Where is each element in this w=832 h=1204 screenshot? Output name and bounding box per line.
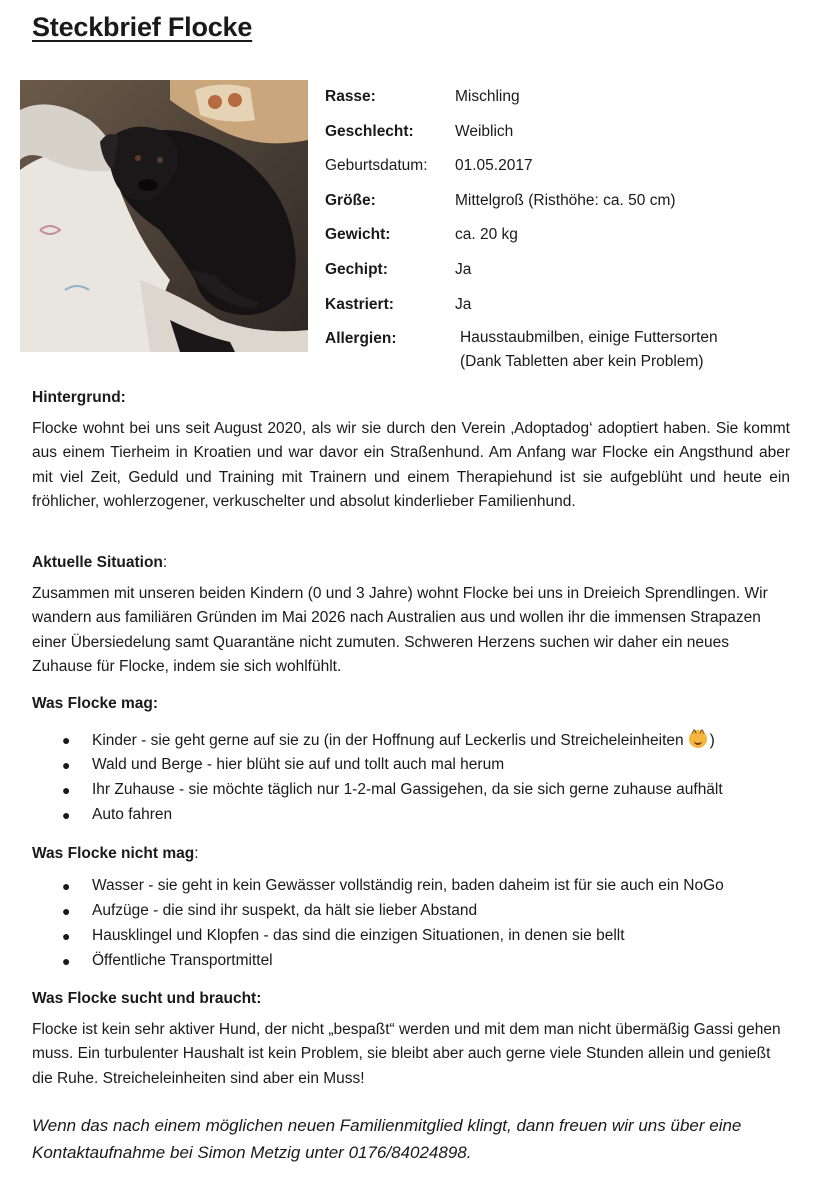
fact-value: Ja — [455, 295, 472, 313]
situation-heading-colon: : — [162, 554, 168, 571]
bullet-icon: ● — [62, 756, 71, 773]
fact-row-rasse — [325, 88, 815, 123]
bullet-icon: ● — [62, 952, 71, 969]
situation-heading — [32, 554, 167, 572]
background-heading: Hintergrund: — [32, 389, 126, 406]
list-item — [62, 752, 723, 777]
bullet-icon: ● — [62, 806, 71, 823]
fact-label: Geschlecht: — [325, 122, 414, 140]
background-text: Flocke wohnt bei uns seit August 2020, als wir sie durch den Verein ‚Adoptadog‘ adoptiert haben. Sie kommt aus einem Tierheim in Kroatien und war davor ein Straßenhund. Am Anfang war Flocke ein Angsthund aber mit viel Zeit, Geduld und Training mit Trainern und einem Therapiehund ist sie aufgeblüht und heute ein fröhlicher, wohlerzogener, verkuschelter und absolut kinderlieber Familienhund. — [32, 420, 790, 510]
fact-row-kastriert — [325, 296, 815, 331]
list-item — [62, 727, 723, 752]
likes-heading: Was Flocke mag: — [32, 695, 159, 712]
fact-label: Gewicht: — [325, 226, 391, 244]
list-item — [62, 777, 723, 802]
list-item-text: Auto fahren — [92, 805, 173, 823]
bullet-icon: ● — [62, 877, 71, 894]
fact-row-geburtsdatum — [325, 157, 815, 192]
list-item — [62, 923, 724, 948]
list-item — [62, 948, 724, 973]
fact-row-gechipt — [325, 261, 815, 296]
fact-value: Mischling — [455, 88, 520, 105]
fact-value: Weiblich — [455, 122, 514, 140]
situation-heading-text: Aktuelle Situation — [32, 554, 163, 571]
list-item — [62, 898, 724, 923]
situation-text: Zusammen mit unseren beiden Kindern (0 und 3 Jahre) wohnt Flocke bei uns in Dreieich Sprendlingen. Wir wandern aus familiären Gründen im Mai 2026 nach Australien aus und wollen ihr die immensen Strapazen einer Übersiedelung samt Quarantäne nicht zumuten. Schweren Herzens suchen wir daher ein neues Zuhause für Flocke, indem sie sich wohlfühlt. — [32, 585, 768, 675]
list-item-text: Wald und Berge - hier blüht sie auf und tollt auch mal herum — [92, 755, 505, 773]
list-item-text: Hausklingel und Klopfen - das sind die einzigen Situationen, in denen sie bellt — [92, 926, 625, 944]
fact-value: ca. 20 kg — [455, 226, 518, 244]
fact-label: Größe: — [325, 191, 376, 209]
needs-heading: Was Flocke sucht und braucht: — [32, 990, 262, 1007]
fact-label: Allergien: — [325, 330, 397, 348]
dislikes-list — [62, 873, 724, 973]
fact-label: Kastriert: — [325, 295, 394, 313]
fact-row-groesse — [325, 192, 815, 227]
smiling-face-icon — [689, 730, 707, 748]
list-item-text: Wasser - sie geht in kein Gewässer vollständig rein, baden daheim ist für sie auch ein NoGo — [92, 876, 724, 894]
needs-text: Flocke ist kein sehr aktiver Hund, der nicht „bespaßt“ werden und mit dem man nicht übermäßig Gassi gehen muss. Ein turbulenter Haushalt ist kein Problem, sie bleibt aber auch gerne viele Stunden allein und genießt die Ruhe. Streicheleinheiten sind aber ein Muss! — [32, 1021, 781, 1087]
dislikes-heading — [32, 845, 199, 863]
bullet-icon: ● — [62, 902, 71, 919]
closing-contact-text: Wenn das nach einem möglichen neuen Familienmitglied klingt, dann freuen wir uns über eine Kontaktaufnahme bei Simon Metzig unter 0176/84024898. — [32, 1116, 742, 1162]
fact-value — [455, 326, 815, 374]
fact-row-allergien — [325, 330, 815, 374]
fact-value: Ja — [455, 260, 472, 278]
fact-value: 01.05.2017 — [455, 157, 533, 175]
dog-photo-illustration — [20, 80, 308, 352]
fact-sheet — [325, 88, 815, 374]
fact-label: Rasse: — [325, 88, 376, 105]
bullet-icon: ● — [62, 781, 71, 798]
likes-list — [62, 727, 723, 827]
list-item — [62, 873, 724, 898]
dog-photo — [20, 80, 308, 352]
dislikes-heading-colon: : — [194, 845, 199, 862]
list-item-suffix: ) — [709, 731, 715, 749]
allergy-line-1: Hausstaubmilben, einige Futtersorten — [460, 329, 718, 347]
fact-row-geschlecht — [325, 123, 815, 158]
list-item-label: Kinder - sie geht gerne auf sie zu (in der Hoffnung auf Leckerlis und Streicheleinheiten — [92, 731, 684, 749]
fact-value: Mittelgroß (Risthöhe: ca. 50 cm) — [455, 191, 676, 209]
bullet-icon: ● — [62, 927, 71, 944]
list-item-text: Aufzüge - die sind ihr suspekt, da hält sie lieber Abstand — [92, 901, 478, 919]
list-item-text: Ihr Zuhause - sie möchte täglich nur 1-2-mal Gassigehen, da sie sich gerne zuhause aufhält — [92, 780, 723, 798]
fact-label: Geburtsdatum: — [325, 157, 428, 175]
bullet-icon: ● — [62, 731, 71, 748]
list-item — [62, 802, 723, 827]
list-item-text — [92, 730, 715, 750]
allergy-line-2: (Dank Tabletten aber kein Problem) — [460, 353, 704, 371]
dislikes-heading-text: Was Flocke nicht mag — [32, 845, 195, 862]
fact-row-gewicht — [325, 226, 815, 261]
list-item-text: Öffentliche Transportmittel — [92, 951, 273, 969]
fact-label: Gechipt: — [325, 260, 388, 278]
page-title: Steckbrief Flocke — [32, 12, 253, 42]
